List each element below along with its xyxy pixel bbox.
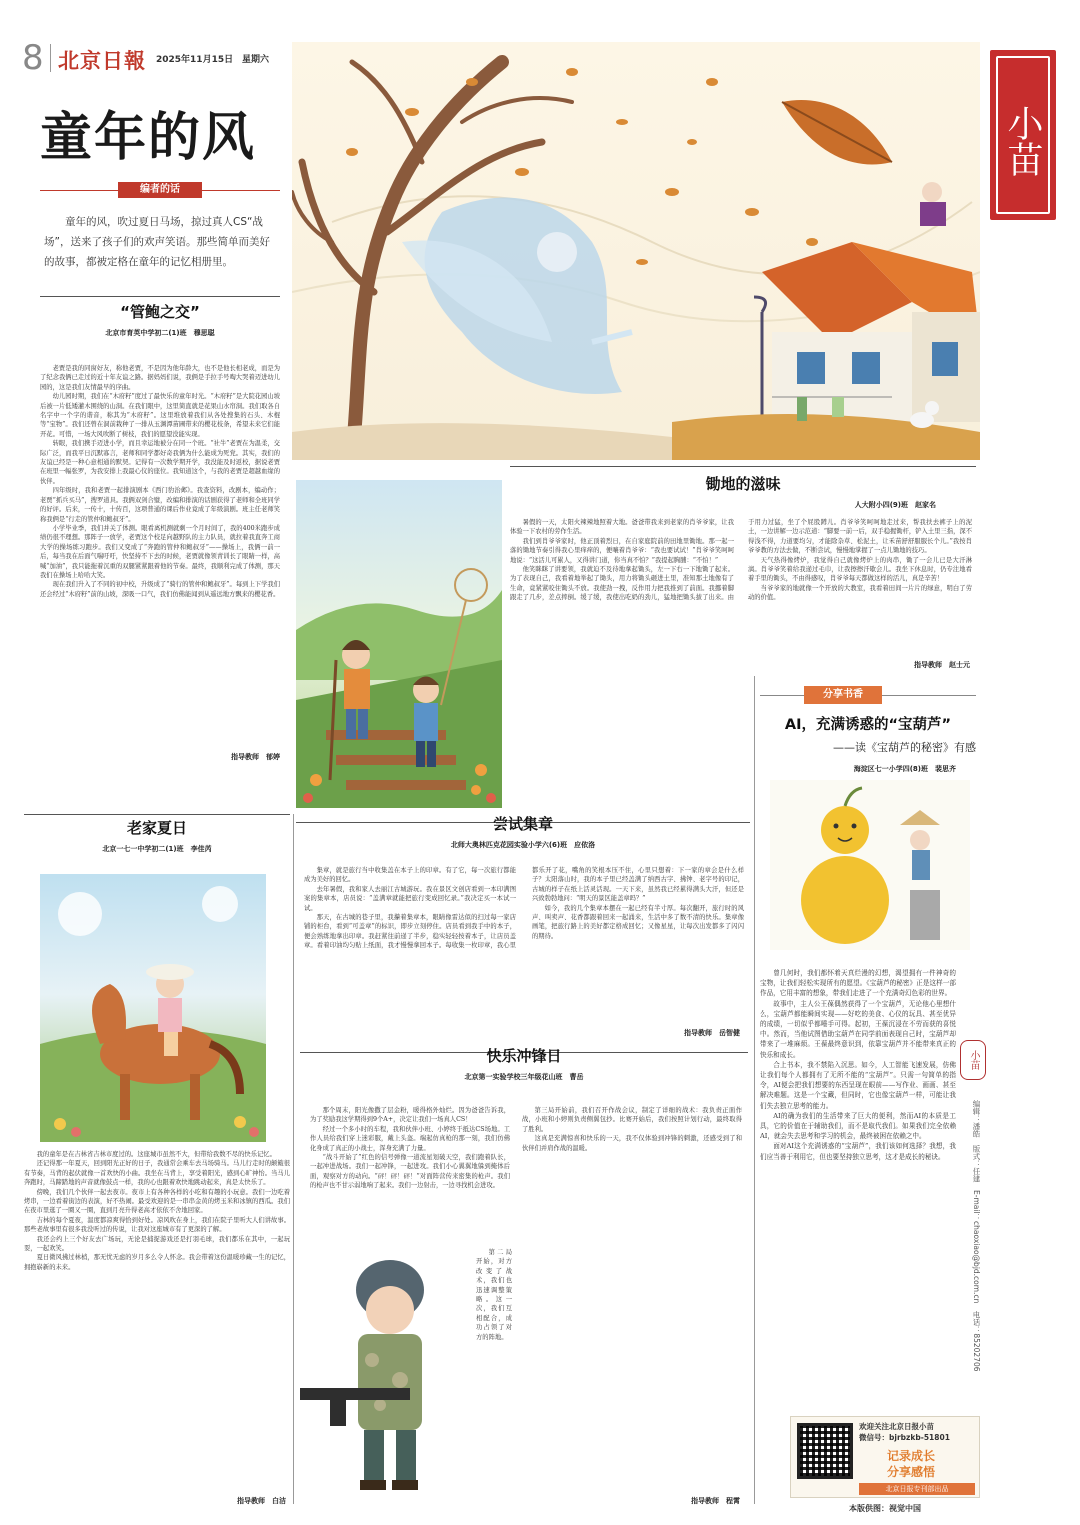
article-body-changshi (304, 866, 744, 1004)
masthead (22, 40, 292, 80)
paper-name: 北京日報 (58, 48, 146, 73)
article-author-chudi: 人大附小四(9)班 赵家名 (854, 501, 936, 509)
paragraph: 他笑眯眯了讲要领，我就迫不及待地拿起锄头，左一下右一下地锄了起来。为了表现自己，我看着地举起了锄头，用力将锄头砸进土里，准知那土地像有了生命，竟紧紧咬住锄头不放。我使劲一拽，反作用力把我推到了前面。我挪着脚跟走了几步，差点摔倒。缓了缓，我使出吃奶的劲儿，猛地把锄头拔了出来。由于用力过猛，坐了个屁股蹲儿。肖爷爷笑呵呵地走过来，帮我扶去裤子上的泥土，一边讲解一边示范道：“脚要一前一后，双手稳握锄杆，铲入土里三指，深不得浅不得，力道要均匀，才能除杂草、松泥土，让禾苗舒舒服服长个儿。”我按肖爷爷教的方法去做，不断尝试，慢慢地掌握了一点儿锄地的技巧。 (510, 519, 972, 602)
autumn-wind-scene (292, 42, 980, 460)
paragraph: 第三局开始前，我们召开作战会议，制定了详细的战术：我负责正面作战，小班和小婷则负责侧翼包抄。比赛开始后，我们按照计划行动，最终取得了胜利。 (522, 1107, 742, 1133)
issue-weekday: 星期六 (242, 55, 270, 65)
article-title-kuaile: 快乐冲锋日 (486, 1047, 562, 1065)
editor-note (40, 182, 280, 290)
paragraph: 如今，我的几个集章本摆在一起已经有半寸厚。每次翻开，旅行时的风声、叫卖声、花香都跟着回来一起涌来，生活中多了数不清的快乐。集章像画笔，把旅行路上的美好都定格成回忆；又像星星，让每次出发都多了闪闪的期待。 (532, 904, 744, 940)
paragraph: 我的童年是在吉林省吉林市度过的。这座城市虽然不大，但带给我数不尽的快乐记忆。 (36, 1151, 276, 1158)
main-illustration (292, 42, 980, 460)
teacher-laojia: 指导教师 白洁 (237, 1497, 286, 1505)
share-books-badge (760, 686, 976, 706)
paragraph: 吉林的每个夏夜，温度都凉爽得恰到好处。凉风吹在身上，我们在院子里听大人们讲故事。那些老故事里有很多我没听过的传说，让我对这座城市有了更深的了解。 (24, 1216, 290, 1234)
editor-note-text: 童年的风，吹过夏日马场，掠过真人CS“战场”，送来了孩子们的欢声笑语。那些简单而美好的故事，都被定格在童年的记忆相册里。 (44, 216, 270, 268)
cs-boy-illustration (300, 1250, 470, 1500)
paragraph: 小学毕业季，我们并关了体测。眼看离机测就剩一个月时间了，我的400米跑步成绩仍很不理想。那阵子一放学，老贾这个校足向越野队的主力队员，就拉着我直奔工商大学的操场练习跑步。我们又变成了“奔跑的管仲和鲍叔牙”——操场上，我俩一前一后，每当我在后面气喘吁吁，快坚持不下去的时候，老贾就像领青训长了眼睛一样，高喊“加油”，我只能拖着沉重的双腿紧紧跟着他的节奏。最终，我顺利完成了体测，那天我们在操场上哈哈大笑。 (40, 524, 280, 579)
article-body-guanbao (40, 364, 280, 748)
article-body-laojia (24, 1150, 290, 1490)
paragraph: AI的确为我们的生活带来了巨大的便利，然而AI的本质是工具，它的价值在于辅助我们，而不是取代我们。如果我们完全依赖AI，就会失去思考和学习的机会，最终被困在依赖之中。 (760, 1111, 956, 1141)
promo-line-1: 欢迎关注北京日报小苗 (859, 1422, 934, 1431)
page-credit: 编辑：潘皓 版式：任建 E-mail：chaoxiao@bjd.com.cn 电话：85202706 (972, 1100, 981, 1372)
paragraph: 现在我们升入了不同的初中校，升级成了“骑行的管仲和鲍叔牙”。每到上下学我们还会经过“木府籽”前的山坡，深吸一口气，我们仿佛能闻到从遥远地方飘来的樱花香。 (40, 581, 280, 598)
paragraph: 故事中，主人公王葆偶然获得了一个宝葫芦，无论他心里想什么，宝葫芦都能瞬间实现——好吃的美食、心仪的玩具、甚至优异的成绩，一切似乎都唾手可得。起初，王葆沉浸在不劳而获的喜悦中。然而，当他试图借助宝葫芦在同学前面表现自己时，宝葫芦却带来了一堆麻烦。王葆最终意识到，依靠宝葫芦并不能带来真正的快乐和成长。 (760, 999, 956, 1059)
article-title-changshi: 尝试集章 (492, 815, 553, 833)
issue-date: 2025年11月15日 (156, 55, 234, 65)
teacher-chudi: 指导教师 赵士元 (914, 661, 970, 669)
promo-box (790, 1416, 980, 1498)
article-body-kuaile-right (522, 1106, 742, 1486)
article-body-kuaile-left (310, 1106, 510, 1248)
paragraph: 曾几何时，我们都怀着天真烂漫的幻想，渴望拥有一件神奇的宝物，让我们轻松实现所有的愿望。《宝葫芦的秘密》正是这样一部作品，它用丰富的想象，带我们走进了一个充满奇幻色彩的世界。 (760, 969, 956, 998)
promo-line-2: 微信号：bjrbzkb-51801 (859, 1433, 950, 1442)
paragraph: 老贾是我的同窗好友，称他老贾，不是因为他年龄大，也不是他长相老成，而是为了纪念我俩已走过的近十年友谊之路。据妈妈们说，我俩是手拉手号啕大哭着迈进幼儿园的，这是我们友情最早的序曲。 (40, 365, 280, 391)
article-title-chudi: 锄地的滋味 (705, 475, 781, 493)
paragraph: 我还会约上三个好友去广场玩，无论是捕捉游戏还是打羽毛球，我们都乐在其中，一起玩耍，一起欢笑。 (24, 1235, 290, 1253)
article-subtitle-hulu: ——读《宝葫芦的秘密》有感 (833, 741, 976, 754)
paragraph: 去年暑假，我和家人去丽江古城游玩。我在景区文创店看到一本印满图案的集章本，店员说：“盖满章就能把旅行变成回忆录。”我决定买一本试一试。 (304, 885, 516, 912)
paragraph: 四年级时，我和老贾一起排演剧本《西门豹治邺》。我查资料，改剧本，编动作；老贾“抓兵买马”，搜罗道具。我俩双剑合璧，改编和排演的话剧获得了老师和全班同学的好评。后来，一传十，十传百，这项普通的课后作业竟成了年级演剧。班主任老师笑称我俩是“行走的管仲和鲍叔牙”。 (40, 487, 280, 523)
article-author-changshi: 北师大奥林匹克花园实验小学六(6)班 应依洛 (450, 841, 596, 849)
paragraph: 那天，在古城的巷子里，我攥着集章本，眼睛像雷达似的扫过每一家店铺的柜台，看到“可盖章”的标识，即步立刻停住。店员看到我手中的本子，便会熟练地拿出印章。我赶紧往前递了半步，稳实轻轻按着本子，让店员盖章。看着印油均匀贴上纸面，我才慢慢拿回本子。每收集一枚印章，我心里都乐开了花，嘴角的笑根本压不住，心里只想着：下一家的章会是什么样子？太阳落山时，我的本子里已经盖满了纳西古字、拂钟、老字号的印记，古城的样子在纸上活灵活现。一天下来，虽然我已经累得满头大汗，但还是兴致勃勃地问：“明天的景区能盖章吗？” (304, 867, 744, 950)
article-author-kuaile: 北京第一实验学校三年级花山班 曹岳 (464, 1073, 584, 1081)
teacher-guanbao: 指导教师 郁婷 (231, 753, 280, 761)
article-body-hulu (760, 968, 956, 1344)
paragraph: 傍晚，我们几个伙伴一起去夜市。夜市上有各种各样的小吃和有趣的小玩意。我们一边吃着烤串，一边看着街边的表演，好不热闹。最受欢迎的是一串串金黄的烤玉米和冰镇的西瓜。我们在夜市里逛了一圈又一圈，直到月亮升得老高才依依不舍地回家。 (24, 1188, 290, 1215)
article-body-kuaile-wrap (476, 1248, 512, 1498)
paragraph: 我们到肖爷爷家时，他正顶着烈日，在自家庭院前的田地里锄地。那一起一落的锄地节奏引得我心里痒痒的，便嚷着肖爷爷：“我也要试试！”肖爷爷笑呵呵地说：“这活儿可累人，又得讲门道，你当真不怕？”我提起胸脯：“不怕！” (510, 537, 734, 564)
paragraph: 暑假的一天，太阳火辣辣地照着大地。爸爸带我来到老家的肖爷爷家，让我体验一下农村的劳作生活。 (510, 519, 734, 536)
illustration-credit: 本版供图：视觉中国 (849, 1504, 921, 1513)
qr-code[interactable] (797, 1423, 853, 1479)
promo-slogan-1: 记录成长 (887, 1449, 936, 1463)
paragraph: 天气热得像烤炉，我觉得自己就像烤炉上的肉串，锄了一会儿已是大汗淋漓。肖爷爷笑着给我递过毛巾，让我擦擦汗歇会儿。我坐下休息时，仍专注地看着手里的锄头，不由得感叹，肖爷爷每天都做这样的活儿，真是辛苦！ (748, 556, 972, 583)
section-logo-small: 小苗 (960, 1040, 986, 1080)
paragraph: 夏日微风拂过林梢，那无忧无虑的岁月多么令人怀念。我会带着这份温暖珍藏一生的记忆，拥抱崭新的未来。 (24, 1254, 290, 1271)
paragraph: 合上书本，我不禁陷入沉思。如今，人工智能飞速发展，仿佛让我们每个人都拥有了无所不能的“宝葫芦”。只需一句简单的指令，AI便会把我们想要的东西呈现在眼前——写作业、画画、甚至解决难题。这是一个宝藏，但同时，它也像宝葫芦一样，可能让我们失去独立思考的能力。 (760, 1060, 956, 1110)
paragraph: 经过一个多小时的车程，我和伙伴小班、小婷终于抵达CS场地。工作人员给我们穿上迷彩服，戴上头盔。端起仿真枪的那一刻，我们仿佛化身成了真正的小战士，浑身充满了力量。 (310, 1125, 510, 1152)
share-books-label: 分享书香 (804, 686, 882, 704)
paragraph: 集章，就是旅行当中收集盖在本子上的印章。有了它，每一次旅行都能成为美好的回忆。 (304, 867, 516, 884)
article-author-laojia: 北京一七一中学初二(1)班 李佳芮 (102, 845, 212, 853)
girl-on-horse-illustration (40, 874, 266, 1142)
promo-caption: 北京日报专刊部出品 (859, 1483, 975, 1495)
teacher-changshi: 指导教师 岳智健 (684, 1029, 740, 1037)
article-title-guanbao: “管鲍之交” (120, 303, 200, 321)
paragraph: 还记得那一年夏天，回到阳光正好的日子，我通常会乘车去马场骑马。马儿行走时的颠簸很有节奏，马背的起伏就像一首欢快的小曲。我坐在马背上，享受着阳光，感到心旷神怡。当马儿奔跑时，马蹄踏地的声音就像鼓点一样，我的心也跟着欢快地跳动起来，真是太快乐了。 (24, 1160, 290, 1187)
page-headline: 童年的风 (40, 108, 257, 168)
section-tag-text: 小苗 (1002, 105, 1043, 177)
gourd-illustration (770, 780, 970, 950)
teacher-kuaile: 指导教师 程霄 (691, 1497, 740, 1505)
section-tag (990, 50, 1056, 220)
paragraph: “战斗开始了”红色的信号弹像一道流星划破天空，我们跑着队长，一起冲进战场。我们一起冲锋，一起进攻。我们小心翼翼地躲到掩体后面，观察对方的动向。“砰！砰！砰！”对面阵营传来密集的枪声。我们的枪声也不甘示弱地响了起来。我们一边射击，一边寻找机会进攻。 (310, 1154, 510, 1190)
paragraph: 面对AI这个充满诱惑的“宝葫芦”，我们该如何选择？我想，我们应当善于利用它，但也要坚持独立思考，这才是成长的秘诀。 (760, 1142, 956, 1161)
paragraph: 第二局开始，对方改变了战术，我们也迅速调整策略。这一次，我们互相配合，成功占领了对方的阵地。 (476, 1249, 512, 1341)
paragraph: 当爷爷家的地就像一个开放的大教室，我看着田间一片片的绿意，明白了劳动的价值。 (748, 584, 972, 602)
article-author-guanbao: 北京市育英中学初二(1)班 穆思聪 (105, 329, 215, 337)
wind-girl-figure (402, 198, 632, 394)
house (762, 242, 980, 422)
boys-hiking-illustration (296, 480, 502, 808)
article-title-laojia: 老家夏日 (126, 819, 187, 837)
paragraph: 转眼，我们携手迈进小学，而且幸运地被分在同一个班。“社牛”老贾在为温柔，交际广泛，而我平日沉默寡言，老师和同学都好奇我俩为什么能成为死党。其实，我们的友谊已经是一种心意相通的默契。记得有一次数学期开学，我没能及时返校，据说老贾在班里一幅张罗，为我安排上我最心仪的座位。我知道这个，与我的老贾是超越血缘的伙伴。 (40, 440, 280, 485)
paragraph: 这真是充满惊喜和快乐的一天，我不仅体验到冲锋的刺激，还感受到了和伙伴们并肩作战的温暖。 (522, 1135, 742, 1152)
editor-note-label: 编者的话 (118, 182, 202, 198)
paragraph: 那个周末，阳光像撒了层金粉，暖得格外灿烂。因为爸爸告诉我，为了奖励我这学期得到9个A+，决定让我们一场真人CS！ (310, 1107, 510, 1124)
paragraph: 幼儿园时期，我们在“木府籽”度过了最快乐的童年时光。“木府籽”是大院花园山坡后被一片低矮灌木围绕的山洞。在我们眼中，这里简直就是花果山水帘洞。我们取各自名字中一个字的谐音，称其为“木府籽”。这里堆放着我们从各处搜集的石头、木棍等“宝物”。我们还曾在洞前栽种了一排从玉渊潭苗圃带来的樱花枝条，希望未来它们能开花。可惜，一场大风吹断了树枝，我们的愿望没能实现。 (40, 393, 280, 438)
article-title-hulu: AI，充满诱惑的“宝葫芦” (784, 717, 952, 733)
article-author-hulu: 海淀区七一小学四(8)班 裴思齐 (853, 765, 956, 773)
page-number: 8 (22, 38, 44, 78)
promo-slogan-2: 分享感悟 (887, 1465, 936, 1479)
